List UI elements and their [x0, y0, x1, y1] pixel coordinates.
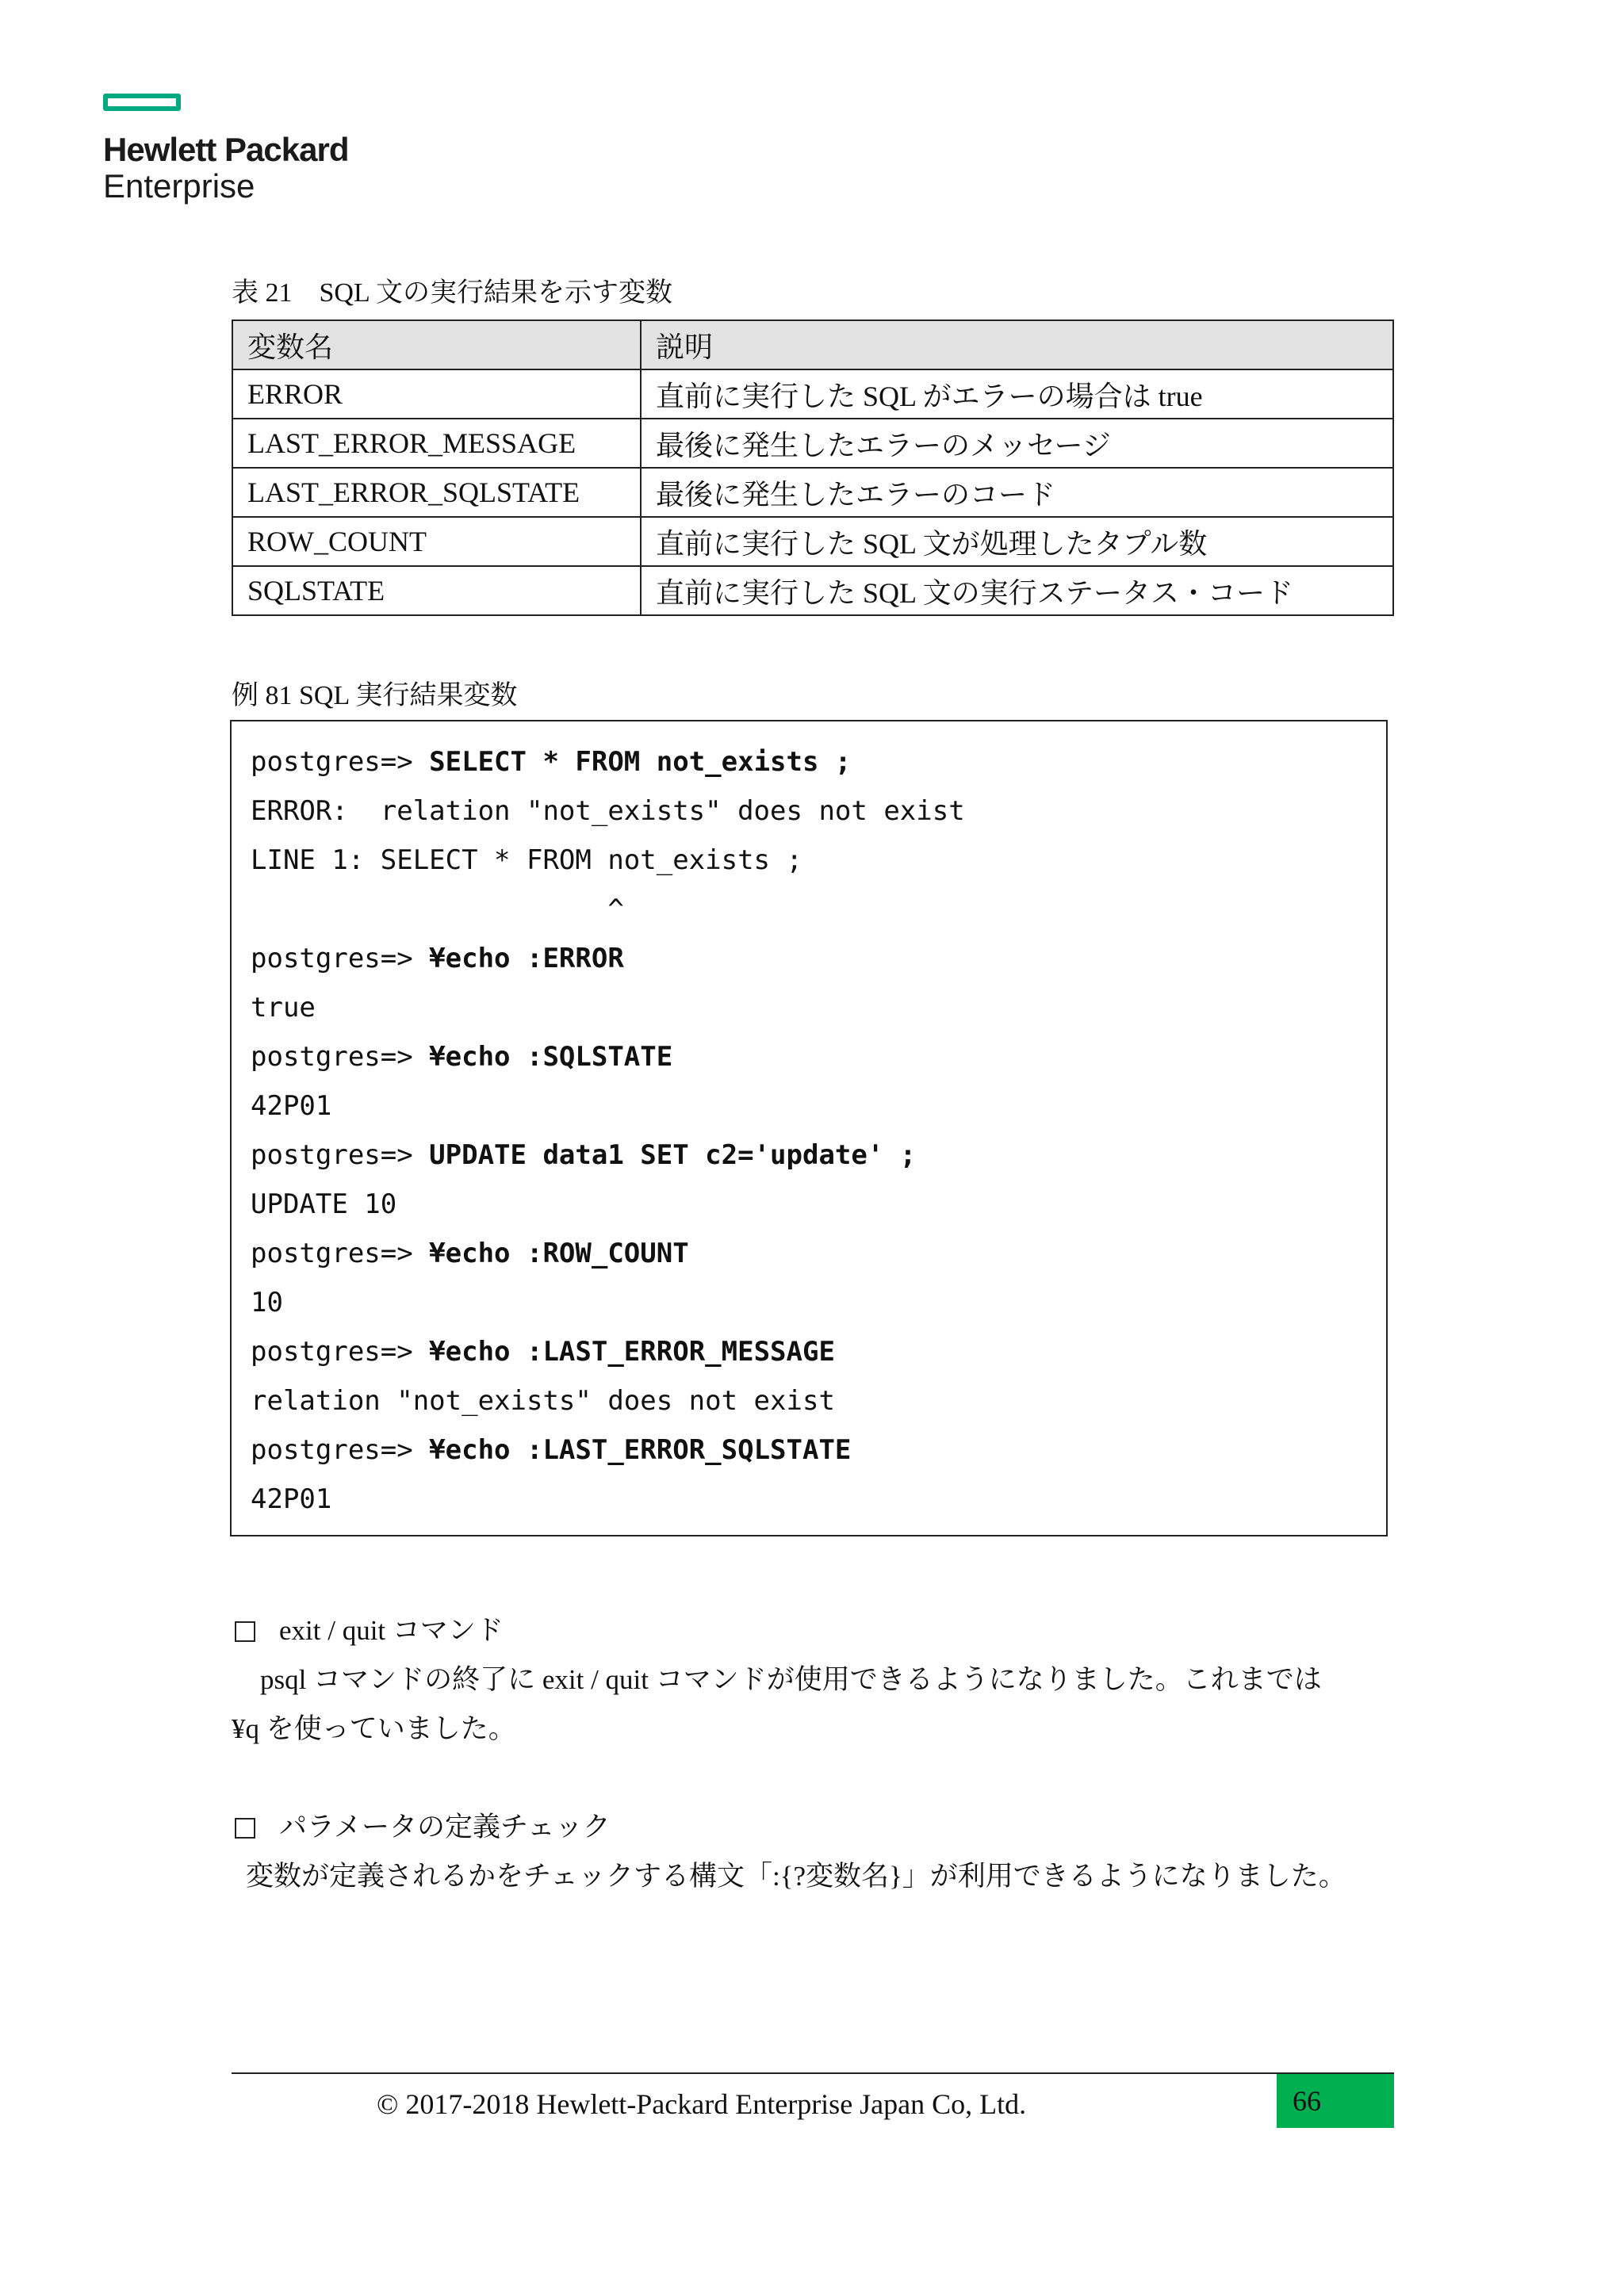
code-text: LINE 1: SELECT * FROM not_exists ; — [251, 844, 802, 876]
code-text: postgres=> — [251, 746, 430, 778]
table-row — [232, 369, 1393, 419]
code-text: 42P01 — [251, 1090, 332, 1122]
code-line — [251, 1475, 1367, 1524]
code-line — [251, 836, 1367, 885]
section-parameter-check — [235, 1803, 611, 1852]
cell-description: 最後に発生したエラーのメッセージ — [641, 419, 1393, 468]
section-title: パラメータの定義チェック — [279, 1812, 611, 1843]
table-caption: 表 21 SQL 文の実行結果を示す変数 — [232, 278, 672, 308]
code-text: ^ — [251, 894, 624, 925]
footer-copyright: © 2017-2018 Hewlett-Packard Enterprise Japan Co, Ltd. — [377, 2088, 1027, 2120]
section-exit-quit — [235, 1606, 504, 1655]
code-line — [251, 1229, 1367, 1278]
cell-description: 最後に発生したエラーのコード — [641, 468, 1393, 517]
logo-text-line1: Hewlett Packard — [103, 131, 349, 168]
code-line — [251, 1278, 1367, 1327]
hpe-logo-mark — [103, 94, 181, 111]
checkbox-square-icon — [235, 1818, 255, 1839]
code-line — [251, 737, 1367, 786]
variables-table — [232, 320, 1394, 616]
table-row — [232, 468, 1393, 517]
code-line — [251, 1180, 1367, 1229]
page-number: 66 — [1277, 2074, 1394, 2128]
code-line — [251, 786, 1367, 836]
code-text: postgres=> — [251, 1336, 430, 1368]
code-example-box — [230, 720, 1388, 1536]
code-text: postgres=> — [251, 1041, 430, 1073]
table-row — [232, 419, 1393, 468]
code-line — [251, 1131, 1367, 1180]
code-line — [251, 1376, 1367, 1425]
cell-variable-name: LAST_ERROR_MESSAGE — [232, 419, 641, 468]
code-text: ERROR: relation "not_exists" does not exist — [251, 795, 965, 827]
code-line — [251, 885, 1367, 934]
cell-variable-name: LAST_ERROR_SQLSTATE — [232, 468, 641, 517]
code-text: 10 — [251, 1287, 283, 1318]
hpe-logo — [103, 94, 348, 205]
cell-variable-name: ROW_COUNT — [232, 517, 641, 566]
cell-variable-name: SQLSTATE — [232, 566, 641, 615]
cell-variable-name: ERROR — [232, 369, 641, 419]
code-command: ¥echo :SQLSTATE — [429, 1041, 673, 1073]
example-caption: 例 81 SQL 実行結果変数 — [232, 681, 518, 710]
code-command: UPDATE data1 SET c2='update' ; — [429, 1139, 917, 1171]
section-body-line: ¥q を使っていました。 — [232, 1713, 516, 1744]
code-text: 42P01 — [251, 1483, 332, 1515]
code-text: true — [251, 992, 316, 1024]
code-command: ¥echo :LAST_ERROR_SQLSTATE — [429, 1434, 852, 1466]
code-line — [251, 983, 1367, 1032]
code-line — [251, 934, 1367, 983]
footer-divider — [232, 2072, 1394, 2074]
cell-description: 直前に実行した SQL 文の実行ステータス・コード — [641, 566, 1393, 615]
column-header-description: 説明 — [641, 320, 1393, 369]
code-text: relation "not_exists" does not exist — [251, 1385, 835, 1417]
code-text: postgres=> — [251, 1434, 430, 1466]
code-line — [251, 1327, 1367, 1376]
code-command: SELECT * FROM not_exists ; — [429, 746, 852, 778]
code-command: ¥echo :ERROR — [429, 943, 624, 974]
code-command: ¥echo :LAST_ERROR_MESSAGE — [429, 1336, 835, 1368]
table-row — [232, 566, 1393, 615]
code-line — [251, 1032, 1367, 1081]
section-body-line: psql コマンドの終了に exit / quit コマンドが使用できるようになりました。これまでは — [260, 1664, 1322, 1695]
table-row — [232, 517, 1393, 566]
checkbox-square-icon — [235, 1621, 255, 1642]
table-header-row — [232, 320, 1393, 369]
code-text: postgres=> — [251, 1139, 430, 1171]
code-command: ¥echo :ROW_COUNT — [429, 1238, 689, 1269]
logo-text-line2: Enterprise — [103, 167, 255, 205]
cell-description: 直前に実行した SQL がエラーの場合は true — [641, 369, 1393, 419]
cell-description: 直前に実行した SQL 文が処理したタプル数 — [641, 517, 1393, 566]
section-title: exit / quit コマンド — [279, 1615, 504, 1646]
column-header-name: 変数名 — [232, 320, 641, 369]
code-text: postgres=> — [251, 943, 430, 974]
code-text: UPDATE 10 — [251, 1188, 397, 1220]
code-line — [251, 1081, 1367, 1131]
section-body-line: 変数が定義されるかをチェックする構文「:{?変数名}」が利用できるようになりました。 — [246, 1861, 1346, 1892]
code-line — [251, 1425, 1367, 1475]
code-text: postgres=> — [251, 1238, 430, 1269]
